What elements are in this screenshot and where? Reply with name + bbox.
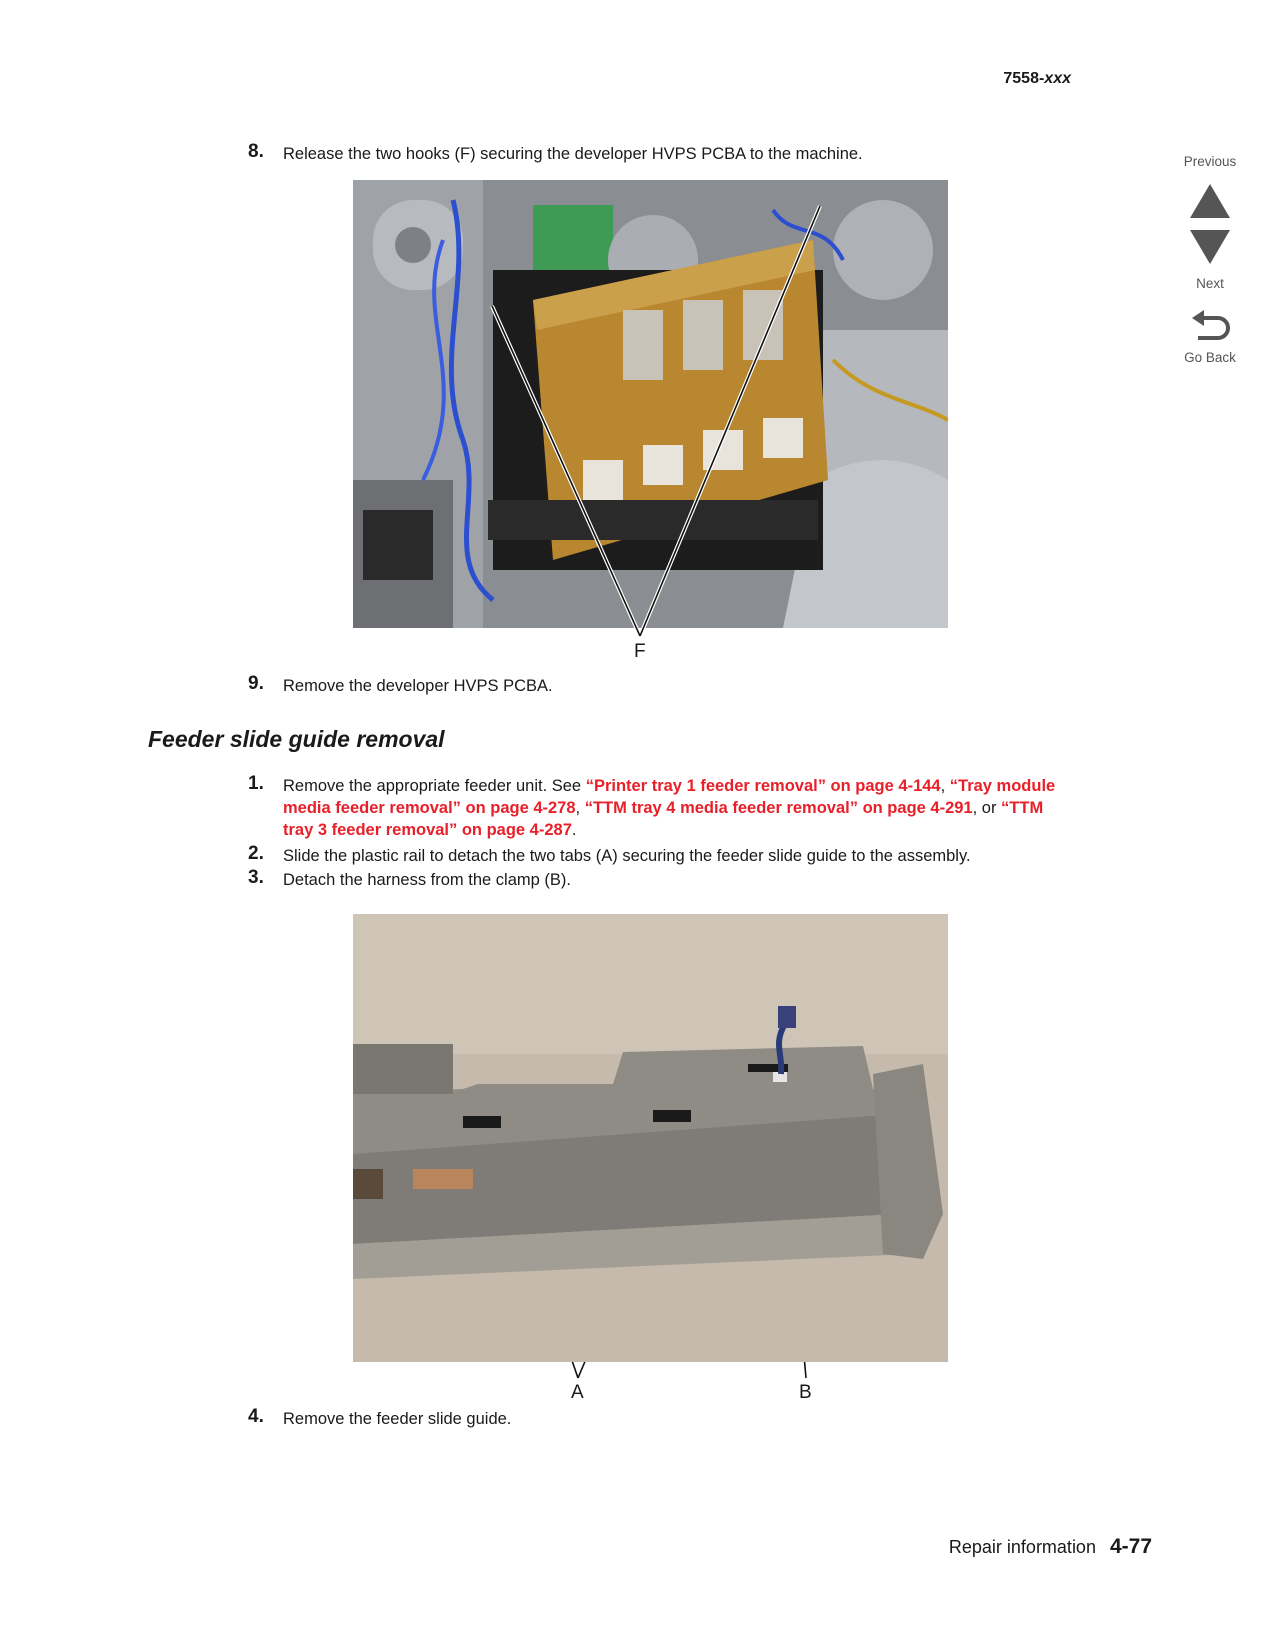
header-model-number: 7558-xxx xyxy=(1003,70,1071,87)
go-back-icon[interactable] xyxy=(1190,308,1234,344)
link-tray-module-media-feeder-removal-part1[interactable]: “Tray module xyxy=(949,777,1056,795)
link-ttm-tray-4-media-feeder-removal[interactable]: “TTM tray 4 media feeder removal” on page 4-291 xyxy=(584,799,973,817)
feeder-slide-guide-photo xyxy=(353,914,948,1362)
link-ttm-tray-3-feeder-removal-part2[interactable]: tray 3 feeder removal” on page 4-287 xyxy=(283,821,572,839)
step-1-line-3: tray 3 feeder removal” on page 4-287. xyxy=(283,821,577,839)
page-number: 4-77 xyxy=(1109,1535,1152,1558)
next-label: Next xyxy=(1196,276,1224,291)
link-ttm-tray-3-feeder-removal-part1[interactable]: “TTM xyxy=(1001,799,1044,817)
next-arrow-icon[interactable] xyxy=(1188,228,1232,266)
previous-label: Previous xyxy=(1183,154,1237,169)
link-printer-tray-1-feeder-removal[interactable]: “Printer tray 1 feeder removal” on page 4-144 xyxy=(585,777,941,795)
callout-b: B xyxy=(799,1382,812,1403)
section-title: Feeder slide guide removal xyxy=(148,726,445,752)
developer-hvps-pcba-photo xyxy=(353,180,948,628)
previous-arrow-icon[interactable] xyxy=(1188,182,1232,220)
callout-a: A xyxy=(571,1382,584,1403)
callout-f: F xyxy=(634,641,646,662)
footer-section: Repair information xyxy=(948,1537,1096,1557)
page-footer xyxy=(949,1535,1152,1559)
step-1-line-1: Remove the appropriate feeder unit. See “Printer tray 1 feeder removal” on page 4-144, “Tray module xyxy=(283,777,1056,795)
go-back-label: Go Back xyxy=(1184,350,1236,365)
step-1-line-2: media feeder removal” on page 4-278, “TTM tray 4 media feeder removal” on page 4-291, or “TTM xyxy=(283,799,1044,817)
link-tray-module-media-feeder-removal-part2[interactable]: media feeder removal” on page 4-278 xyxy=(283,799,576,817)
